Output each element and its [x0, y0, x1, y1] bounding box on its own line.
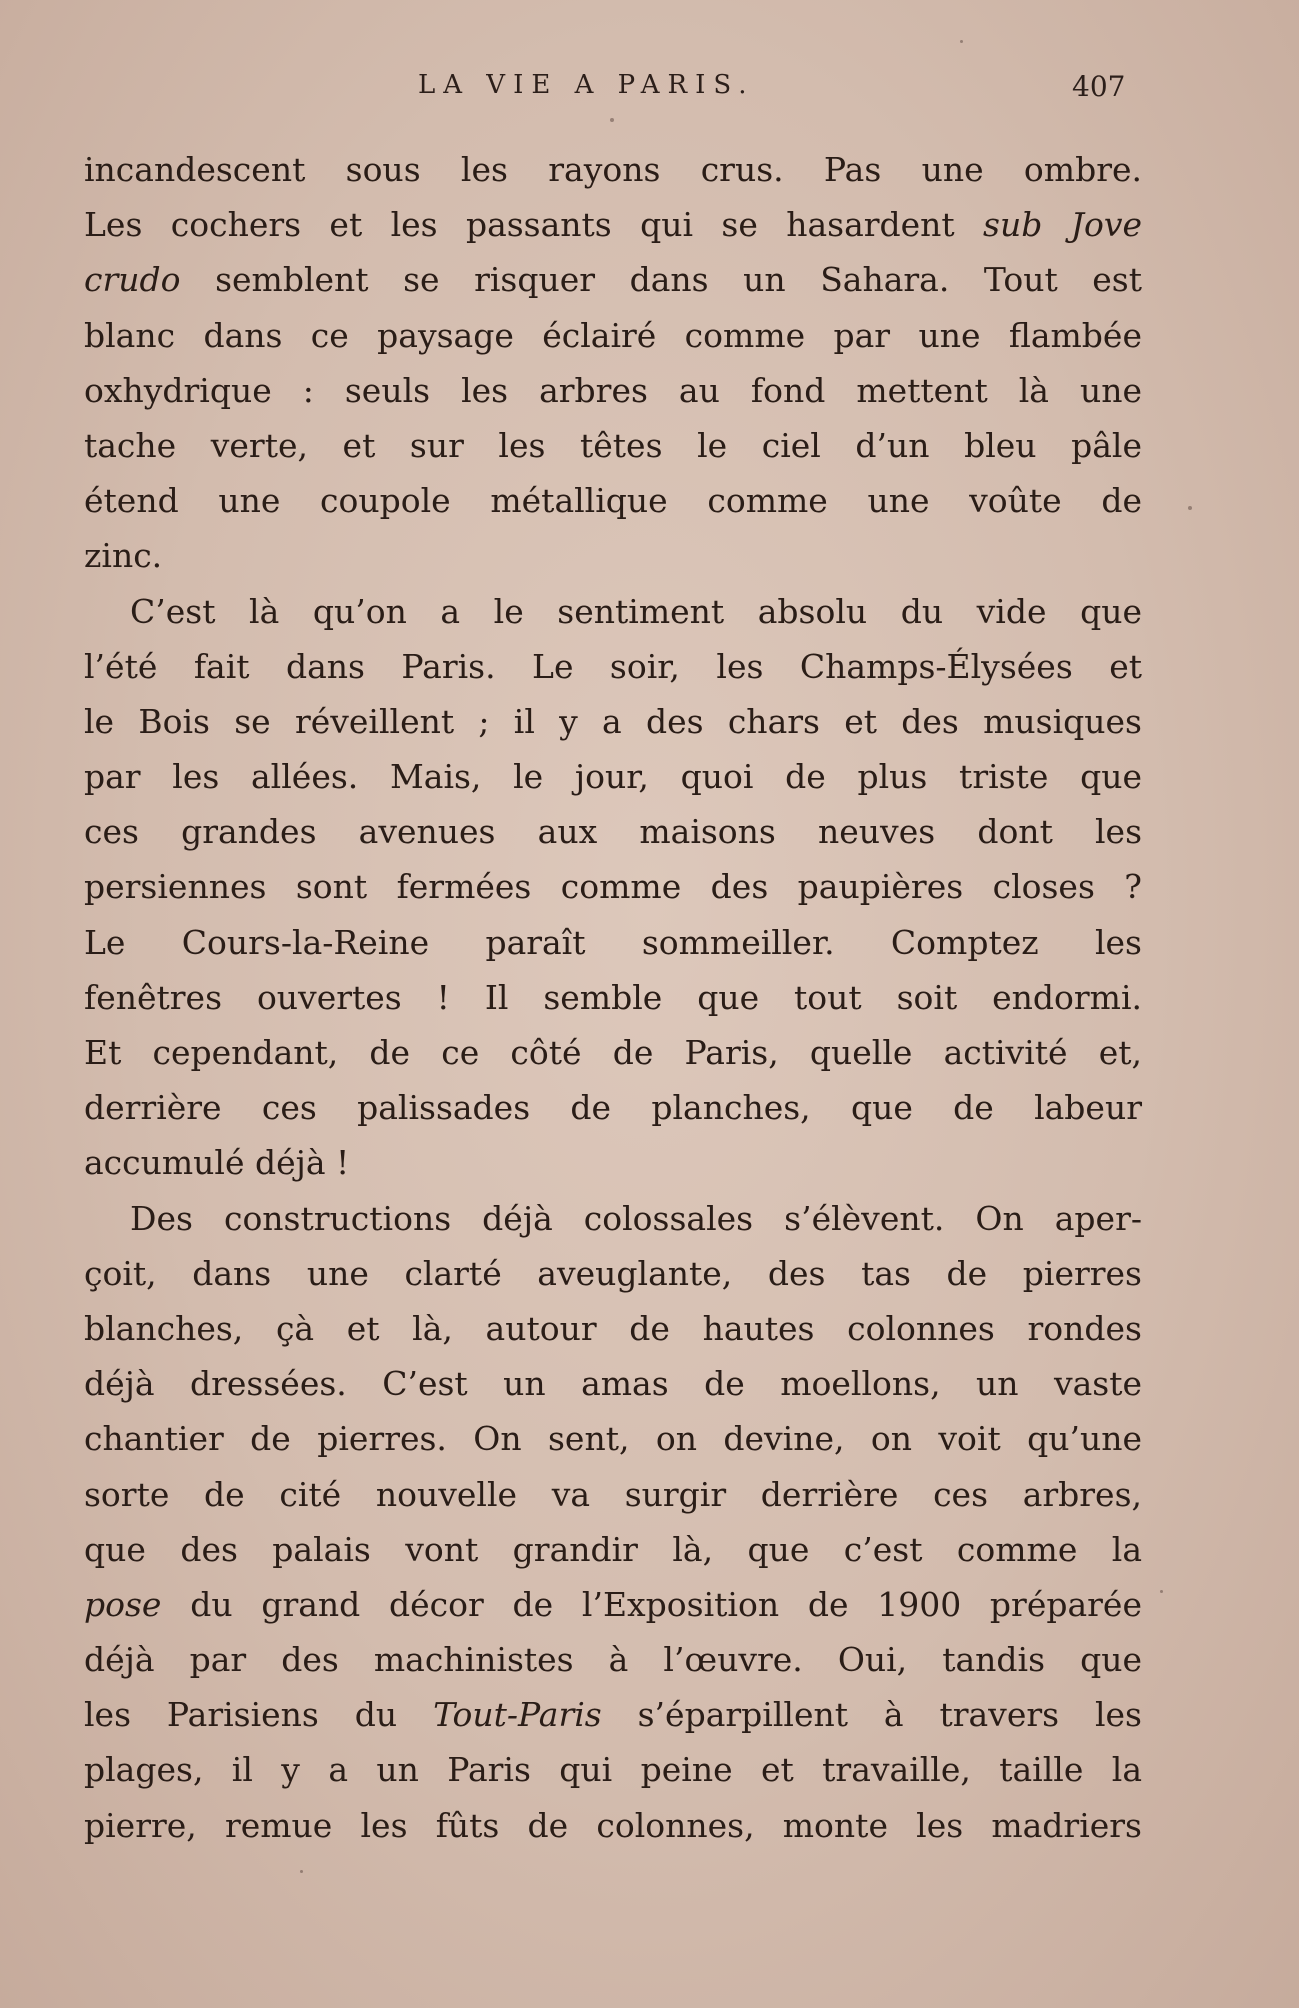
text-line: [84, 859, 1142, 914]
text-run: blanches, çà et là, autour de hautes colonnes rondes: [84, 1308, 1142, 1348]
text-line: [84, 1135, 1142, 1190]
italic-phrase: crudo: [84, 260, 181, 300]
paper-speck: [1188, 506, 1192, 510]
text-run: Des constructions déjà colossales s’élèvent. On aper-: [130, 1198, 1142, 1238]
text-run: pierre, remue les fûts de colonnes, monte les madriers: [84, 1805, 1142, 1845]
text-line: [84, 197, 1142, 252]
text-line: [84, 418, 1142, 473]
text-line: [84, 1742, 1142, 1797]
page-number: 407: [1072, 70, 1126, 103]
text-line: [84, 1411, 1142, 1466]
text-run: blanc dans ce paysage éclairé comme par une flambée: [84, 315, 1142, 355]
text-run: déjà dressées. C’est un amas de moellons, un vaste: [84, 1364, 1142, 1404]
text-run: çoit, dans une clarté aveuglante, des tas de pierres: [84, 1253, 1142, 1293]
running-head: [0, 70, 1299, 110]
text-run: par les allées. Mais, le jour, quoi de plus triste que: [84, 757, 1142, 797]
text-run: persiennes sont fermées comme des paupières closes ?: [84, 867, 1142, 907]
text-run: Le Cours-la-Reine paraît sommeiller. Comptez les: [84, 922, 1142, 962]
italic-phrase: sub Jove: [983, 205, 1142, 245]
text-line: [84, 915, 1142, 970]
paper-speck: [300, 1870, 303, 1873]
text-run: plages, il y a un Paris qui peine et travaille, taille la: [84, 1750, 1142, 1790]
text-run: les Parisiens du: [84, 1695, 434, 1735]
text-run: ces grandes avenues aux maisons neuves dont les: [84, 812, 1142, 852]
text-run: oxhydrique : seuls les arbres au fond mettent là une: [84, 370, 1142, 410]
text-line: [84, 749, 1142, 804]
italic-phrase: pose: [84, 1584, 162, 1624]
text-run: Et cependant, de ce côté de Paris, quelle activité et,: [84, 1033, 1142, 1072]
text-run: que des palais vont grandir là, que c’est comme la: [84, 1529, 1142, 1569]
text-line: [84, 1467, 1142, 1522]
text-run: fenêtres ouvertes ! Il semble que tout soit endormi.: [84, 977, 1142, 1017]
text-line: [84, 1798, 1142, 1853]
text-line: [84, 1080, 1142, 1135]
text-run: semblent se risquer dans un Sahara. Tout est: [180, 260, 1142, 300]
text-line: [84, 1522, 1142, 1577]
text-line: [84, 1687, 1142, 1742]
text-run: sorte de cité nouvelle va surgir derrière ces arbres,: [84, 1474, 1142, 1514]
text-line: [84, 970, 1142, 1025]
text-run: C’est là qu’on a le sentiment absolu du vide que: [130, 591, 1142, 631]
text-line: [84, 1301, 1142, 1356]
text-line: [84, 363, 1142, 418]
text-line: [84, 639, 1142, 694]
text-line: [84, 308, 1142, 363]
text-line: [84, 804, 1142, 859]
text-line: [84, 142, 1142, 197]
body-text: [84, 142, 1142, 1853]
text-line: [84, 473, 1142, 528]
text-run: incandescent sous les rayons crus. Pas une ombre.: [84, 150, 1142, 189]
text-run: l’été fait dans Paris. Le soir, les Champs-Élysées et: [84, 646, 1142, 686]
text-run: étend une coupole métallique comme une voûte de: [84, 481, 1142, 521]
text-line: [84, 1356, 1142, 1411]
paper-speck: [1160, 1590, 1163, 1593]
text-line: [84, 584, 1142, 639]
text-line: [84, 694, 1142, 749]
text-line: [84, 1632, 1142, 1687]
text-run: accumulé déjà !: [84, 1143, 350, 1183]
text-run: zinc.: [84, 536, 163, 576]
running-title: LA VIE A PARIS.: [418, 70, 755, 100]
text-line: [84, 1191, 1142, 1246]
text-line: [84, 252, 1142, 307]
italic-phrase: Tout-Paris: [433, 1695, 602, 1735]
text-run: derrière ces palissades de planches, que de labeur: [84, 1088, 1142, 1128]
text-run: le Bois se réveillent ; il y a des chars et des musiques: [84, 701, 1142, 741]
text-line: [84, 1577, 1142, 1632]
paper-speck: [610, 118, 614, 122]
text-run: Les cochers et les passants qui se hasardent: [84, 205, 984, 245]
text-run: chantier de pierres. On sent, on devine, on voit qu’une: [84, 1419, 1142, 1459]
paper-speck: [960, 40, 963, 43]
text-run: déjà par des machinistes à l’œuvre. Oui, tandis que: [84, 1640, 1142, 1680]
text-line: [84, 1025, 1142, 1080]
text-run: du grand décor de l’Exposition de 1900 préparée: [161, 1584, 1142, 1624]
text-run: s’éparpillent à travers les: [601, 1695, 1142, 1735]
text-line: [84, 1246, 1142, 1301]
text-run: tache verte, et sur les têtes le ciel d’un bleu pâle: [84, 425, 1142, 465]
text-line: [84, 528, 1142, 583]
